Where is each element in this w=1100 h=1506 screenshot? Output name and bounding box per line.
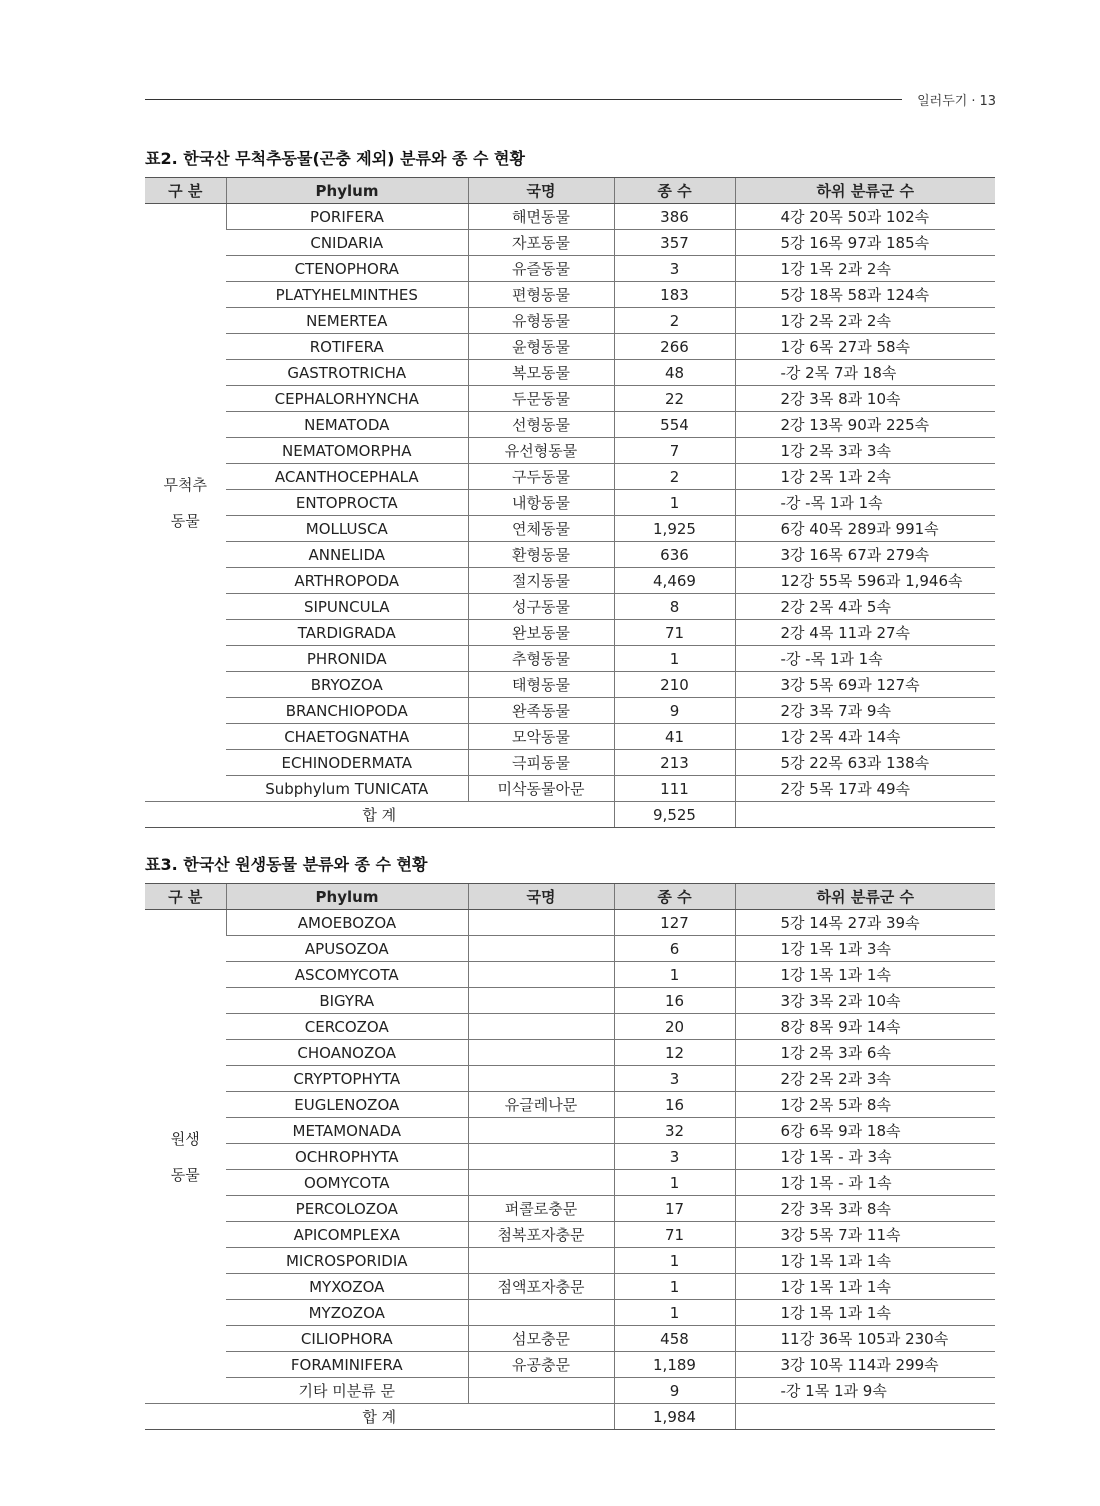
subtaxa-count-cell: -강 2목 7과 18속 [735,360,995,386]
table-row [145,1222,995,1248]
korean-name-cell: 점액포자충문 [468,1274,614,1300]
phylum-cell: ARTHROPODA [226,568,468,594]
korean-name-cell: 추형동물 [468,646,614,672]
korean-name-cell: 환형동물 [468,542,614,568]
col-header-category: 구 분 [145,884,226,910]
species-count-cell: 32 [614,1118,735,1144]
korean-name-cell [468,1066,614,1092]
korean-name-cell: 완족동물 [468,698,614,724]
korean-name-cell [468,1144,614,1170]
phylum-cell: FORAMINIFERA [226,1352,468,1378]
subtaxa-count-cell: 4강 20목 50과 102속 [735,204,995,230]
korean-name-cell: 유선형동물 [468,438,614,464]
subtaxa-count-cell: -강 -목 1과 1속 [735,490,995,516]
table2 [145,177,995,828]
subtaxa-count-cell: 8강 8목 9과 14속 [735,1014,995,1040]
table-row [145,1092,995,1118]
table-row [145,988,995,1014]
total-label: 합 계 [145,802,614,828]
subtaxa-count-cell: 2강 5목 17과 49속 [735,776,995,802]
korean-name-cell: 자포동물 [468,230,614,256]
running-head [917,90,996,109]
phylum-cell: CERCOZOA [226,1014,468,1040]
species-count-cell: 1,189 [614,1352,735,1378]
species-count-cell: 9 [614,698,735,724]
phylum-cell: CHOANOZOA [226,1040,468,1066]
table-row [145,646,995,672]
subtaxa-count-cell: 5강 14목 27과 39속 [735,910,995,936]
subtaxa-count-cell: 1강 1목 2과 2속 [735,256,995,282]
subtaxa-count-cell: 2강 3목 8과 10속 [735,386,995,412]
total-label: 합 계 [145,1404,614,1430]
subtaxa-count-cell: 1강 2목 1과 2속 [735,464,995,490]
species-count-cell: 111 [614,776,735,802]
species-count-cell: 48 [614,360,735,386]
subtaxa-count-cell: 3강 10목 114과 299속 [735,1352,995,1378]
subtaxa-count-cell: 1강 2목 2과 2속 [735,308,995,334]
table-row [145,516,995,542]
subtaxa-count-cell: 2강 2목 4과 5속 [735,594,995,620]
subtaxa-count-cell: 1강 1목 1과 1속 [735,962,995,988]
group-label-line1: 원생 [170,1129,200,1148]
subtaxa-count-cell: 1강 1목 1과 3속 [735,936,995,962]
group-label-line2: 동물 [170,511,200,530]
korean-name-cell: 복모동물 [468,360,614,386]
subtaxa-count-cell: 1강 6목 27과 58속 [735,334,995,360]
species-count-cell: 2 [614,308,735,334]
phylum-cell: CTENOPHORA [226,256,468,282]
col-header-species-count: 종 수 [614,178,735,204]
korean-name-cell [468,1118,614,1144]
subtaxa-count-cell: 5강 16목 97과 185속 [735,230,995,256]
table-row [145,386,995,412]
korean-name-cell [468,962,614,988]
species-count-cell: 357 [614,230,735,256]
subtaxa-count-cell: 1강 1목 1과 1속 [735,1274,995,1300]
korean-name-cell [468,1378,614,1404]
korean-name-cell: 첨복포자충문 [468,1222,614,1248]
table-row [145,1014,995,1040]
phylum-cell: OOMYCOTA [226,1170,468,1196]
col-header-phylum: Phylum [226,884,468,910]
subtaxa-count-cell: 2강 3목 3과 8속 [735,1196,995,1222]
species-count-cell: 213 [614,750,735,776]
table-row [145,1170,995,1196]
species-count-cell: 458 [614,1326,735,1352]
table2-header-row [145,178,995,204]
subtaxa-count-cell: 2강 2목 2과 3속 [735,1066,995,1092]
species-count-cell: 386 [614,204,735,230]
phylum-cell: BRYOZOA [226,672,468,698]
subtaxa-count-cell: 1강 1목 - 과 1속 [735,1170,995,1196]
korean-name-cell: 윤형동물 [468,334,614,360]
table-row [145,1248,995,1274]
species-count-cell: 71 [614,620,735,646]
korean-name-cell: 완보동물 [468,620,614,646]
page-number: 13 [979,94,996,109]
species-count-cell: 8 [614,594,735,620]
table-row [145,438,995,464]
phylum-cell: AMOEBOZOA [226,910,468,936]
phylum-cell: ASCOMYCOTA [226,962,468,988]
phylum-cell: NEMATODA [226,412,468,438]
phylum-cell: PERCOLOZOA [226,1196,468,1222]
table-row [145,360,995,386]
total-row [145,1404,995,1430]
phylum-cell: MICROSPORIDIA [226,1248,468,1274]
table3-header-row [145,884,995,910]
species-count-cell: 1,925 [614,516,735,542]
korean-name-cell: 절지동물 [468,568,614,594]
korean-name-cell: 유형동물 [468,308,614,334]
table-row [145,594,995,620]
species-count-cell: 1 [614,646,735,672]
korean-name-cell: 퍼콜로충문 [468,1196,614,1222]
korean-name-cell [468,910,614,936]
total-species-count: 1,984 [614,1404,735,1430]
species-count-cell: 3 [614,1066,735,1092]
group-label-line1: 무척추 [163,475,207,494]
phylum-cell: CEPHALORHYNCHA [226,386,468,412]
phylum-cell: CHAETOGNATHA [226,724,468,750]
table-row [145,1196,995,1222]
species-count-cell: 4,469 [614,568,735,594]
korean-name-cell: 극피동물 [468,750,614,776]
species-count-cell: 1 [614,1300,735,1326]
korean-name-cell: 성구동물 [468,594,614,620]
korean-name-cell: 내항동물 [468,490,614,516]
subtaxa-count-cell: 12강 55목 596과 1,946속 [735,568,995,594]
species-count-cell: 1 [614,1170,735,1196]
korean-name-cell: 연체동물 [468,516,614,542]
korean-name-cell [468,1040,614,1066]
phylum-cell: MOLLUSCA [226,516,468,542]
group-label [145,910,226,1404]
korean-name-cell [468,1170,614,1196]
subtaxa-count-cell: -강 1목 1과 9속 [735,1378,995,1404]
species-count-cell: 12 [614,1040,735,1066]
table-row [145,412,995,438]
phylum-cell: NEMATOMORPHA [226,438,468,464]
subtaxa-count-cell: 3강 5목 69과 127속 [735,672,995,698]
subtaxa-count-cell: 2강 4목 11과 27속 [735,620,995,646]
subtaxa-count-cell: -강 -목 1과 1속 [735,646,995,672]
korean-name-cell: 선형동물 [468,412,614,438]
species-count-cell: 3 [614,1144,735,1170]
table-row [145,1066,995,1092]
species-count-cell: 2 [614,464,735,490]
species-count-cell: 6 [614,936,735,962]
subtaxa-count-cell: 3강 5목 7과 11속 [735,1222,995,1248]
species-count-cell: 183 [614,282,735,308]
species-count-cell: 17 [614,1196,735,1222]
species-count-cell: 1 [614,1248,735,1274]
table-row [145,620,995,646]
subtaxa-count-cell: 5강 18목 58과 124속 [735,282,995,308]
phylum-cell: Subphylum TUNICATA [226,776,468,802]
phylum-cell: PORIFERA [226,204,468,230]
phylum-cell: GASTROTRICHA [226,360,468,386]
col-header-phylum: Phylum [226,178,468,204]
header-rule [145,99,902,100]
table-row [145,204,995,230]
phylum-cell: TARDIGRADA [226,620,468,646]
korean-name-cell: 구두동물 [468,464,614,490]
subtaxa-count-cell: 2강 13목 90과 225속 [735,412,995,438]
species-count-cell: 22 [614,386,735,412]
table-row [145,750,995,776]
table2-caption: 표2. 한국산 무척추동물(곤충 제외) 분류와 종 수 현황 [145,149,525,168]
total-row [145,802,995,828]
table3-caption: 표3. 한국산 원생동물 분류와 종 수 현황 [145,855,428,874]
phylum-cell: PHRONIDA [226,646,468,672]
korean-name-cell: 섬모충문 [468,1326,614,1352]
korean-name-cell: 유공충문 [468,1352,614,1378]
table-row [145,1326,995,1352]
korean-name-cell: 유글레나문 [468,1092,614,1118]
phylum-cell: BRANCHIOPODA [226,698,468,724]
subtaxa-count-cell: 1강 2목 3과 3속 [735,438,995,464]
species-count-cell: 41 [614,724,735,750]
korean-name-cell: 해면동물 [468,204,614,230]
col-header-korean-name: 국명 [468,178,614,204]
phylum-cell: BIGYRA [226,988,468,1014]
subtaxa-count-cell: 6강 6목 9과 18속 [735,1118,995,1144]
korean-name-cell [468,988,614,1014]
table-row [145,230,995,256]
table-row [145,962,995,988]
table-row [145,490,995,516]
species-count-cell: 554 [614,412,735,438]
phylum-cell: NEMERTEA [226,308,468,334]
korean-name-cell: 미삭동물아문 [468,776,614,802]
species-count-cell: 16 [614,1092,735,1118]
species-count-cell: 9 [614,1378,735,1404]
table-row [145,1300,995,1326]
col-header-subtaxa-count: 하위 분류군 수 [735,884,995,910]
table-row [145,1352,995,1378]
subtaxa-count-cell: 3강 3목 2과 10속 [735,988,995,1014]
col-header-category: 구 분 [145,178,226,204]
phylum-cell: PLATYHELMINTHES [226,282,468,308]
table-row [145,910,995,936]
table-row [145,1274,995,1300]
species-count-cell: 16 [614,988,735,1014]
subtaxa-count-cell: 1강 1목 1과 1속 [735,1248,995,1274]
table-row [145,672,995,698]
table-row [145,334,995,360]
table-row [145,936,995,962]
korean-name-cell: 편형동물 [468,282,614,308]
korean-name-cell: 두문동물 [468,386,614,412]
phylum-cell: APICOMPLEXA [226,1222,468,1248]
species-count-cell: 266 [614,334,735,360]
phylum-cell: EUGLENOZOA [226,1092,468,1118]
table-row [145,776,995,802]
phylum-cell: CNIDARIA [226,230,468,256]
table-row [145,1144,995,1170]
subtaxa-count-cell: 2강 3목 7과 9속 [735,698,995,724]
total-species-count: 9,525 [614,802,735,828]
species-count-cell: 3 [614,256,735,282]
phylum-cell: MYXOZOA [226,1274,468,1300]
subtaxa-count-cell: 11강 36목 105과 230속 [735,1326,995,1352]
species-count-cell: 1 [614,490,735,516]
species-count-cell: 127 [614,910,735,936]
table-row [145,256,995,282]
subtaxa-count-cell: 1강 2목 4과 14속 [735,724,995,750]
phylum-cell: ANNELIDA [226,542,468,568]
subtaxa-count-cell: 6강 40목 289과 991속 [735,516,995,542]
table-row [145,1378,995,1404]
phylum-cell: APUSOZOA [226,936,468,962]
korean-name-cell: 태형동물 [468,672,614,698]
subtaxa-count-cell: 1강 1목 - 과 3속 [735,1144,995,1170]
table-row [145,308,995,334]
korean-name-cell [468,1300,614,1326]
running-head-separator: · [971,94,976,109]
phylum-cell: CILIOPHORA [226,1326,468,1352]
group-label [145,204,226,802]
species-count-cell: 1 [614,962,735,988]
phylum-cell: ROTIFERA [226,334,468,360]
table3 [145,883,995,1430]
korean-name-cell [468,1248,614,1274]
species-count-cell: 1 [614,1274,735,1300]
phylum-cell: SIPUNCULA [226,594,468,620]
phylum-cell: ACANTHOCEPHALA [226,464,468,490]
species-count-cell: 20 [614,1014,735,1040]
species-count-cell: 71 [614,1222,735,1248]
korean-name-cell [468,1014,614,1040]
table-row [145,698,995,724]
table-row [145,568,995,594]
table-row [145,1118,995,1144]
phylum-cell: CRYPTOPHYTA [226,1066,468,1092]
subtaxa-count-cell: 5강 22목 63과 138속 [735,750,995,776]
table-row [145,464,995,490]
running-head-section: 일러두기 [917,94,968,109]
table-row [145,724,995,750]
phylum-cell: ENTOPROCTA [226,490,468,516]
phylum-cell: MYZOZOA [226,1300,468,1326]
phylum-cell: OCHROPHYTA [226,1144,468,1170]
phylum-cell: METAMONADA [226,1118,468,1144]
subtaxa-count-cell: 1강 2목 3과 6속 [735,1040,995,1066]
total-subtaxa-empty [735,802,995,828]
total-subtaxa-empty [735,1404,995,1430]
table-row [145,542,995,568]
subtaxa-count-cell: 1강 1목 1과 1속 [735,1300,995,1326]
col-header-subtaxa-count: 하위 분류군 수 [735,178,995,204]
table-row [145,1040,995,1066]
korean-name-cell: 모악동물 [468,724,614,750]
species-count-cell: 636 [614,542,735,568]
species-count-cell: 210 [614,672,735,698]
subtaxa-count-cell: 3강 16목 67과 279속 [735,542,995,568]
korean-name-cell [468,936,614,962]
phylum-cell: ECHINODERMATA [226,750,468,776]
col-header-korean-name: 국명 [468,884,614,910]
subtaxa-count-cell: 1강 2목 5과 8속 [735,1092,995,1118]
col-header-species-count: 종 수 [614,884,735,910]
korean-name-cell: 유즐동물 [468,256,614,282]
table-row [145,282,995,308]
phylum-cell: 기타 미분류 문 [226,1378,468,1404]
group-label-line2: 동물 [170,1165,200,1184]
species-count-cell: 7 [614,438,735,464]
